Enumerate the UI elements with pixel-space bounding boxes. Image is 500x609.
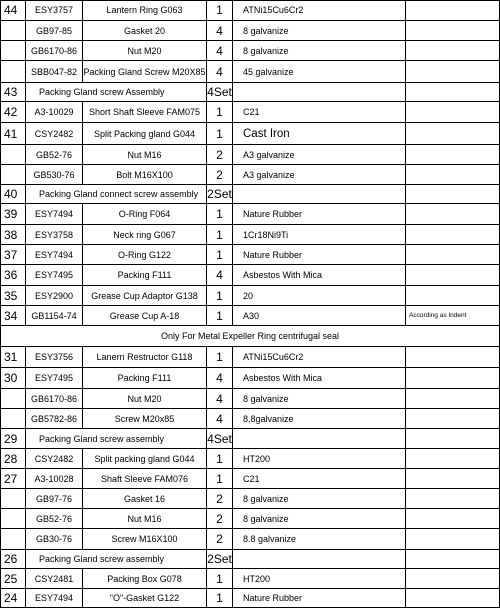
material xyxy=(233,429,406,449)
part-code: A3-10028 xyxy=(26,469,83,489)
part-code: ESY3756 xyxy=(26,347,83,368)
quantity: 4Set xyxy=(207,83,233,102)
table-row xyxy=(0,61,500,83)
assembly-description: Packing Gland screw assembly xyxy=(26,550,207,569)
quantity: 1 xyxy=(207,225,233,245)
quantity: 1 xyxy=(207,347,233,368)
position-number: 37 xyxy=(0,245,26,265)
position-number: 41 xyxy=(0,123,26,145)
table-row xyxy=(0,204,500,225)
part-description: O-Ring G122 xyxy=(83,245,207,265)
part-code: GB97-85 xyxy=(26,21,83,41)
remark xyxy=(406,185,500,204)
material: HT200 xyxy=(233,569,406,589)
material xyxy=(233,550,406,569)
part-description: Nut M16 xyxy=(83,145,207,165)
section-heading: Only For Metal Expeller Ring centrifugal seal xyxy=(0,326,500,347)
part-description: Split Packing gland G044 xyxy=(83,123,207,145)
position-number xyxy=(0,489,26,509)
part-description: Screw M20x85 xyxy=(83,409,207,429)
remark xyxy=(406,589,500,608)
part-code: CSY2482 xyxy=(26,123,83,145)
position-number: 30 xyxy=(0,368,26,389)
part-description: Gasket 20 xyxy=(83,21,207,41)
table-row xyxy=(0,165,500,185)
quantity: 4 xyxy=(207,389,233,409)
table-row xyxy=(0,102,500,123)
remark xyxy=(406,469,500,489)
part-description: "O"-Gasket G122 xyxy=(83,589,207,608)
part-code: GB6170-86 xyxy=(26,389,83,409)
position-number xyxy=(0,41,26,61)
table-row xyxy=(0,389,500,409)
material xyxy=(233,83,406,102)
material: 8 galvanize xyxy=(233,489,406,509)
quantity: 1 xyxy=(207,204,233,225)
quantity: 2 xyxy=(207,489,233,509)
table-row xyxy=(0,145,500,165)
material: 8 galvanize xyxy=(233,21,406,41)
part-code: ESY7494 xyxy=(26,589,83,608)
part-code: SBB047-82 xyxy=(26,61,83,83)
part-description: Gasket 16 xyxy=(83,489,207,509)
quantity: 1 xyxy=(207,306,233,326)
quantity: 1 xyxy=(207,123,233,145)
position-number xyxy=(0,145,26,165)
position-number: 25 xyxy=(0,569,26,589)
quantity: 2 xyxy=(207,509,233,529)
part-description: Grease Cup Adaptor G138 xyxy=(83,286,207,306)
position-number: 35 xyxy=(0,286,26,306)
material: 8,8galvanize xyxy=(233,409,406,429)
part-code: ESY7495 xyxy=(26,265,83,286)
remark xyxy=(406,550,500,569)
position-number: 43 xyxy=(0,83,26,102)
remark xyxy=(406,509,500,529)
remark xyxy=(406,389,500,409)
part-description: Bolt M16X100 xyxy=(83,165,207,185)
position-number: 44 xyxy=(0,0,26,21)
quantity: 2Set xyxy=(207,550,233,569)
table-row xyxy=(0,83,500,102)
position-number: 42 xyxy=(0,102,26,123)
position-number xyxy=(0,61,26,83)
material: Asbestos With Mica xyxy=(233,368,406,389)
position-number: 39 xyxy=(0,204,26,225)
position-number xyxy=(0,165,26,185)
table-row xyxy=(0,368,500,389)
table-row xyxy=(0,550,500,569)
table-row xyxy=(0,589,500,608)
remark xyxy=(406,123,500,145)
position-number: 31 xyxy=(0,347,26,368)
table-row xyxy=(0,21,500,41)
part-description: Nut M20 xyxy=(83,389,207,409)
quantity: 1 xyxy=(207,0,233,21)
quantity: 4 xyxy=(207,265,233,286)
part-code: ESY7495 xyxy=(26,368,83,389)
remark xyxy=(406,347,500,368)
quantity: 1 xyxy=(207,569,233,589)
material: Nature Rubber xyxy=(233,204,406,225)
table-row xyxy=(0,286,500,306)
part-code: GB1154-74 xyxy=(26,306,83,326)
table-row xyxy=(0,489,500,509)
material: 8 galvanize xyxy=(233,41,406,61)
part-description: Screw M16X100 xyxy=(83,529,207,550)
position-number xyxy=(0,509,26,529)
material: 8 galvanize xyxy=(233,509,406,529)
part-description: Lantern Ring G063 xyxy=(83,0,207,21)
remark xyxy=(406,529,500,550)
part-code: GB6170-86 xyxy=(26,41,83,61)
position-number xyxy=(0,409,26,429)
part-description: Nut M20 xyxy=(83,41,207,61)
quantity: 4Set xyxy=(207,429,233,449)
remark xyxy=(406,41,500,61)
quantity: 1 xyxy=(207,589,233,608)
quantity: 1 xyxy=(207,245,233,265)
position-number: 36 xyxy=(0,265,26,286)
table-row xyxy=(0,469,500,489)
table-row xyxy=(0,245,500,265)
part-code: ESY3757 xyxy=(26,0,83,21)
table-row xyxy=(0,569,500,589)
part-code: CSY2481 xyxy=(26,569,83,589)
position-number: 38 xyxy=(0,225,26,245)
part-code: ESY7494 xyxy=(26,204,83,225)
position-number: 26 xyxy=(0,550,26,569)
table-row xyxy=(0,41,500,61)
quantity: 2 xyxy=(207,165,233,185)
position-number xyxy=(0,529,26,550)
remark xyxy=(406,429,500,449)
quantity: 2 xyxy=(207,529,233,550)
remark xyxy=(406,61,500,83)
material: ATNi15Cu6Cr2 xyxy=(233,0,406,21)
material: 45 galvanize xyxy=(233,61,406,83)
part-description: Packing F111 xyxy=(83,368,207,389)
remark xyxy=(406,286,500,306)
material: A3 galvanize xyxy=(233,165,406,185)
part-description: Packing Gland Screw M20X85 xyxy=(83,61,207,83)
material: Nature Rubber xyxy=(233,589,406,608)
part-code: CSY2482 xyxy=(26,449,83,469)
position-number xyxy=(0,21,26,41)
material: 8.8 galvanize xyxy=(233,529,406,550)
part-description: Neck ring G067 xyxy=(83,225,207,245)
table-row xyxy=(0,265,500,286)
part-description: Shaft Sleeve FAM076 xyxy=(83,469,207,489)
quantity: 1 xyxy=(207,102,233,123)
material: 20 xyxy=(233,286,406,306)
assembly-description: Packing Gland screw Assembly xyxy=(26,83,207,102)
table-row xyxy=(0,449,500,469)
remark xyxy=(406,449,500,469)
quantity: 4 xyxy=(207,61,233,83)
table-row xyxy=(0,429,500,449)
remark xyxy=(406,489,500,509)
remark xyxy=(406,265,500,286)
position-number: 24 xyxy=(0,589,26,608)
quantity: 2Set xyxy=(207,185,233,204)
remark xyxy=(406,165,500,185)
quantity: 2 xyxy=(207,145,233,165)
part-description: O-Ring F064 xyxy=(83,204,207,225)
part-code: GB52-76 xyxy=(26,145,83,165)
remark: According as Indent xyxy=(406,306,500,326)
assembly-description: Packing Gland screw assembly xyxy=(26,429,207,449)
part-description: Packing F111 xyxy=(83,265,207,286)
quantity: 4 xyxy=(207,368,233,389)
material: HT200 xyxy=(233,449,406,469)
part-description: Split packing gland G044 xyxy=(83,449,207,469)
remark xyxy=(406,245,500,265)
quantity: 4 xyxy=(207,409,233,429)
part-description: Lanern Restructor G118 xyxy=(83,347,207,368)
remark xyxy=(406,225,500,245)
position-number: 27 xyxy=(0,469,26,489)
remark xyxy=(406,0,500,21)
part-code: GB5782-86 xyxy=(26,409,83,429)
table-row xyxy=(0,326,500,347)
part-code: ESY2900 xyxy=(26,286,83,306)
quantity: 1 xyxy=(207,449,233,469)
remark xyxy=(406,569,500,589)
remark xyxy=(406,83,500,102)
table-row xyxy=(0,185,500,204)
table-row xyxy=(0,509,500,529)
part-description: Grease Cup A-18 xyxy=(83,306,207,326)
position-number: 28 xyxy=(0,449,26,469)
position-number: 29 xyxy=(0,429,26,449)
remark xyxy=(406,409,500,429)
part-description: Nut M16 xyxy=(83,509,207,529)
part-code: ESY7494 xyxy=(26,245,83,265)
material: A30 xyxy=(233,306,406,326)
remark xyxy=(406,204,500,225)
material: C21 xyxy=(233,102,406,123)
part-code: A3-10029 xyxy=(26,102,83,123)
position-number xyxy=(0,389,26,409)
assembly-description: Packing Gland connect screw assembly xyxy=(26,185,207,204)
table-row xyxy=(0,409,500,429)
material: ATNi15Cu6Cr2 xyxy=(233,347,406,368)
material xyxy=(233,185,406,204)
part-description: Short Shaft Sleeve FAM075 xyxy=(83,102,207,123)
table-row xyxy=(0,123,500,145)
remark xyxy=(406,21,500,41)
part-code: GB30-76 xyxy=(26,529,83,550)
part-code: GB97-76 xyxy=(26,489,83,509)
quantity: 1 xyxy=(207,286,233,306)
position-number: 40 xyxy=(0,185,26,204)
material: A3 galvanize xyxy=(233,145,406,165)
table-row xyxy=(0,529,500,550)
part-description: Packing Box G078 xyxy=(83,569,207,589)
part-code: ESY3758 xyxy=(26,225,83,245)
material: Asbestos With Mica xyxy=(233,265,406,286)
table-row xyxy=(0,0,500,21)
material: 1Cr18Ni9Ti xyxy=(233,225,406,245)
remark xyxy=(406,145,500,165)
material: Nature Rubber xyxy=(233,245,406,265)
quantity: 4 xyxy=(207,41,233,61)
table-row xyxy=(0,347,500,368)
part-code: GB52-76 xyxy=(26,509,83,529)
material: C21 xyxy=(233,469,406,489)
table-row xyxy=(0,225,500,245)
quantity: 1 xyxy=(207,469,233,489)
table-row xyxy=(0,306,500,326)
position-number: 34 xyxy=(0,306,26,326)
remark xyxy=(406,368,500,389)
quantity: 4 xyxy=(207,21,233,41)
material: 8 galvanize xyxy=(233,389,406,409)
material: Cast Iron xyxy=(233,123,406,145)
part-code: GB530-76 xyxy=(26,165,83,185)
remark xyxy=(406,102,500,123)
